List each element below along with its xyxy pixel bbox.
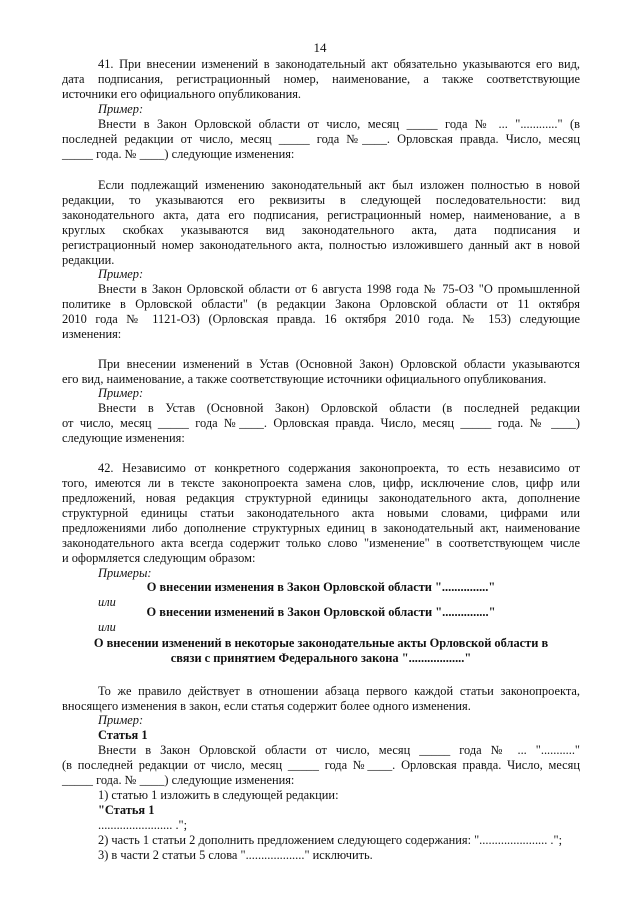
text-line: вносящего изменения в закон, если статья содержит более одного изменения. — [62, 699, 471, 713]
text-line: _____ года. № ____) следующие изменения: — [62, 773, 295, 787]
text-line: предложений, новая редакция структурной единицы законодательного акта, дополнение — [62, 491, 580, 505]
example-label: Пример: — [98, 713, 144, 727]
text-line: ........................ ."; — [98, 818, 188, 832]
text-line: 3) в части 2 статьи 5 слова "..................." исключить. — [98, 848, 373, 862]
text-line: редакции. — [62, 253, 115, 267]
text-line: _____ года. № ____) следующие изменения: — [62, 147, 295, 161]
text-line: изменения: — [62, 327, 122, 341]
text-line: (в последней редакции от число, месяц _____ года №____. Орловская правда. Число, месяц — [62, 758, 580, 772]
text-line: того, имеются ли в тексте законопроекта замена слов, цифр, исключение слов, цифр или — [62, 476, 580, 490]
text-line: 41. При внесении изменений в законодательный акт обязательно указываются его вид, — [98, 57, 580, 71]
text-line: структурной единицы статьи законодательного акта новыми словами, цифрами или — [62, 506, 580, 520]
example-label: Пример: — [98, 267, 144, 281]
text-line: предложениями либо дополнение структурных единиц в законодательный акт, наименование — [62, 521, 580, 535]
text-line: Если подлежащий изменению законодательный акт был изложен полностью в новой — [98, 178, 580, 192]
text-line: 42. Независимо от конкретного содержания законопроекта, то есть независимо от — [98, 461, 580, 475]
text-line: следующие изменения: — [62, 431, 185, 445]
example-title: О внесении изменений в Закон Орловской области "..............." — [146, 605, 496, 619]
text-line: редакции, то указываются его реквизиты в следующей последовательности: вид — [62, 193, 580, 207]
example-label: Пример: — [98, 102, 144, 116]
text-line: Внести в Закон Орловской области от число, месяц _____ года № ... "............" (в — [98, 117, 580, 131]
text-line: его вид, наименование, а также соответствующие источники официального опубликования. — [62, 372, 547, 386]
text-line: Внести в Устав (Основной Закон) Орловской области (в последней редакции — [98, 401, 580, 415]
text-line: последней редакции от число, месяц _____ года №____. Орловская правда. Число, месяц — [62, 132, 580, 146]
or-label: или — [98, 595, 116, 609]
text-line: от число, месяц _____ года №____. Орловская правда. Число, месяц _____ года. № ____) — [62, 416, 580, 430]
example-title: О внесении изменений в некоторые законодательные акты Орловской области в — [93, 636, 549, 650]
text-line: 2010 года № 1121-ОЗ) (Орловская правда. 16 октября 2010 года. № 153) следующие — [62, 312, 580, 326]
text-line: законодательного акта всегда содержит только слово "изменение" в соответствующем числе — [62, 536, 580, 550]
text-line: регистрационный номер законодательного акта, полностью изложившего данный акт в новой — [62, 238, 580, 252]
example-label: Пример: — [98, 386, 144, 400]
page-number: 14 — [313, 40, 327, 55]
example-title: связи с принятием Федерального закона ".................." — [170, 651, 472, 665]
text-line: То же правило действует в отношении абзаца первого каждой статьи законопроекта, — [98, 684, 580, 698]
text-line: источники его официального опубликования. — [62, 87, 302, 101]
examples-label: Примеры: — [98, 566, 152, 580]
text-line: При внесении изменений в Устав (Основной Закон) Орловской области указываются — [98, 357, 580, 371]
article-heading: "Статья 1 — [98, 803, 155, 817]
text-line: 2) часть 1 статьи 2 дополнить предложением следующего содержания: "...................... ."; — [98, 833, 563, 847]
text-line: Внести в Закон Орловской области от число, месяц _____ года № ... "..........." — [98, 743, 580, 757]
text-line: политике в Орловской области" (в редакции Закона Орловской области от 11 октября — [62, 297, 580, 311]
text-line: и оформляется следующим образом: — [62, 551, 256, 565]
article-heading: Статья 1 — [98, 728, 148, 742]
text-line: 1) статью 1 изложить в следующей редакции: — [98, 788, 339, 802]
text-line: дата подписания, регистрационный номер, наименование, а также соответствующие — [62, 72, 580, 86]
example-title: О внесении изменения в Закон Орловской области "..............." — [146, 580, 496, 594]
text-line: Внести в Закон Орловской области от 6 августа 1998 года № 75-ОЗ "О промышленной — [98, 282, 580, 296]
or-label: или — [98, 620, 116, 634]
text-line: законодательного акта, дата его подписания, регистрационный номер, наименование, а в — [62, 208, 580, 222]
text-line: круглых скобках указываются вид законодательного акта, дата подписания и — [62, 223, 580, 237]
